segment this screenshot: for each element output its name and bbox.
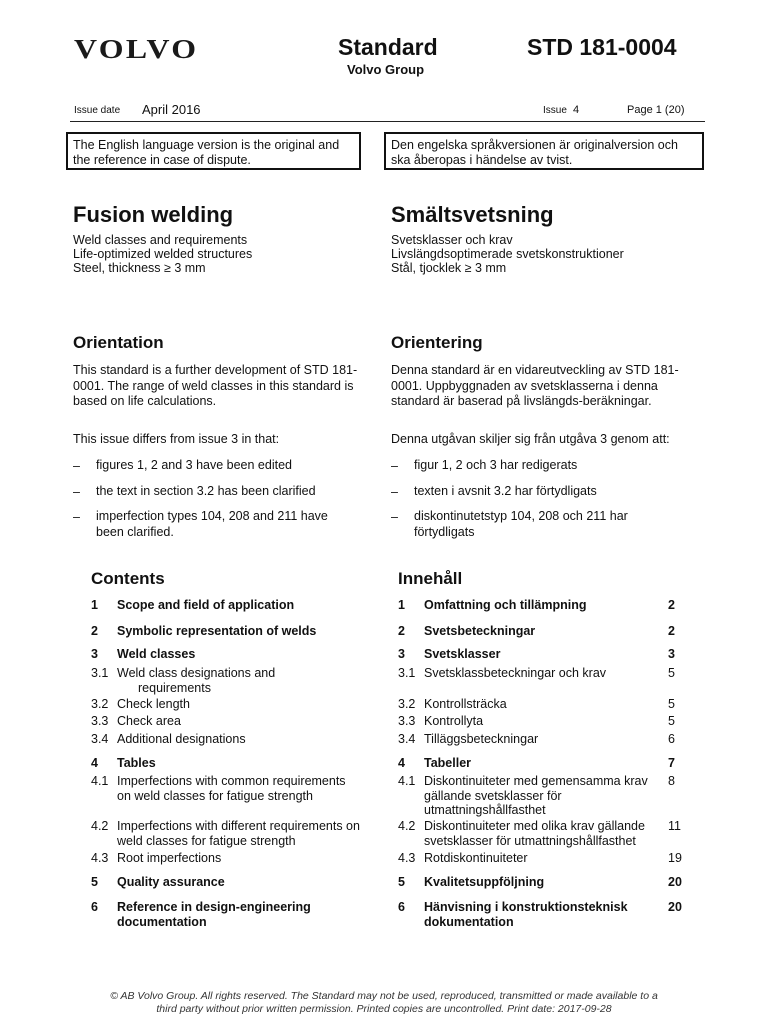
toc-en-text[interactable]: Root imperfections — [117, 851, 222, 865]
toc-en-text[interactable]: Quality assurance — [117, 875, 225, 889]
contents-heading-en: Contents — [91, 569, 165, 588]
toc-en-num: 3.1 — [91, 666, 109, 680]
toc-sv-page: 2 — [668, 598, 675, 612]
notice-text-en: The English language version is the original and the reference in case of dispute. — [73, 138, 340, 167]
toc-sv-text[interactable]: Omfattning och tillämpning — [424, 598, 587, 612]
toc-en-text[interactable]: Check length — [117, 697, 190, 711]
bullet-sv-3: diskontinutetstyp 104, 208 och 211 har förtydligats — [414, 509, 628, 539]
toc-sv-page: 2 — [668, 624, 675, 638]
toc-en-text[interactable]: Scope and field of application — [117, 598, 295, 612]
header-divider — [70, 121, 705, 122]
orientation-heading-sv: Orientering — [391, 333, 483, 352]
bullet-dash: – — [391, 510, 398, 524]
toc-sv-text[interactable]: Hänvisning i konstruktionsteknisk dokumentation — [424, 900, 628, 929]
toc-sv-text[interactable]: Svetsklassbeteckningar och krav — [424, 666, 607, 680]
issue-date-label: Issue date — [74, 105, 121, 116]
bullet-dash: – — [391, 485, 398, 499]
orientation-para2-en: This issue differs from issue 3 in that: — [73, 432, 280, 446]
toc-sv-text[interactable]: Rotdiskontinuiteter — [424, 851, 528, 865]
toc-en-num: 4.2 — [91, 819, 109, 833]
toc-sv-num: 4 — [398, 756, 405, 770]
title-sv: Smältsvetsning — [391, 202, 554, 227]
subtitle-en-3: Steel, thickness ≥ 3 mm — [73, 261, 206, 275]
toc-en-num: 5 — [91, 875, 98, 889]
bullet-dash: – — [73, 510, 80, 524]
toc-en-text[interactable]: Tables — [117, 756, 156, 770]
toc-sv-page: 5 — [668, 666, 675, 680]
issue-number: 4 — [573, 104, 580, 116]
issue-label: Issue — [543, 105, 567, 116]
issue-date-value: April 2016 — [142, 102, 201, 117]
toc-sv-text[interactable]: Diskontinuiteter med gemensamma krav gällande svetsklasser för utmattningshållfasthet — [424, 774, 648, 817]
orientation-heading-en: Orientation — [73, 333, 164, 352]
toc-en-num: 4.1 — [91, 774, 109, 788]
toc-en-text[interactable]: Imperfections with common requirements on weld classes for fatigue strength — [117, 774, 346, 803]
toc-sv-num: 3.2 — [398, 697, 416, 711]
toc-en-num: 3 — [91, 647, 98, 661]
orientation-para1-en: This standard is a further development of STD 181-0001. The range of weld classes in this standard is based on life calculations. — [73, 363, 358, 408]
toc-en-num: 3.3 — [91, 714, 109, 728]
copyright-footer: © AB Volvo Group. All rights reserved. The Standard may not be used, reproduced, transmitted or made available to a third party without prior written permission. Printed copies are uncontrolled. Print date: 2017-09-28 — [110, 990, 658, 1015]
toc-sv-text[interactable]: Svetsbeteckningar — [424, 624, 536, 638]
document-type: Standard — [338, 34, 438, 60]
toc-sv-num: 4.3 — [398, 851, 416, 865]
bullet-dash: – — [73, 459, 80, 473]
toc-en-num: 4 — [91, 756, 98, 770]
toc-sv-page: 5 — [668, 697, 675, 711]
subtitle-sv-2: Livslängdsoptimerade svetskonstruktioner — [391, 247, 624, 261]
toc-sv-page: 11 — [668, 819, 681, 833]
notice-box-sv — [384, 132, 704, 170]
toc-en-num: 3.2 — [91, 697, 109, 711]
toc-en-text[interactable]: Reference in design-engineering documentation — [117, 900, 311, 929]
toc-sv-text[interactable]: Kontrollyta — [424, 714, 484, 728]
toc-sv-num: 2 — [398, 624, 405, 638]
notice-text-sv: Den engelska språkversionen är originalversion och ska åberopas i händelse av tvist. — [391, 138, 678, 167]
toc-sv-page: 20 — [668, 875, 682, 889]
toc-en-text[interactable]: Additional designations — [117, 732, 246, 746]
toc-sv-page: 5 — [668, 714, 675, 728]
subtitle-en-2: Life-optimized welded structures — [73, 247, 253, 261]
toc-sv-page: 3 — [668, 647, 675, 661]
bullet-dash: – — [391, 459, 398, 473]
document-number: STD 181-0004 — [527, 34, 677, 60]
contents-heading-sv: Innehåll — [398, 569, 463, 588]
subtitle-sv-3: Stål, tjocklek ≥ 3 mm — [391, 261, 507, 275]
toc-sv-num: 3.1 — [398, 666, 416, 680]
toc-sv-page: 7 — [668, 756, 675, 770]
toc-en-text[interactable]: Weld classes — [117, 647, 196, 661]
toc-sv-num: 4.2 — [398, 819, 416, 833]
toc-sv-text[interactable]: Tilläggsbeteckningar — [424, 732, 539, 746]
toc-en-text[interactable]: Weld class designations and requirements — [117, 666, 276, 695]
organization-name: Volvo Group — [347, 62, 425, 77]
toc-sv-text[interactable]: Svetsklasser — [424, 647, 501, 661]
toc-en-text[interactable]: Symbolic representation of welds — [117, 624, 317, 638]
toc-sv-text[interactable]: Diskontinuiteter med olika krav gällande svetsklasser för utmattningshållfasthet — [424, 819, 645, 848]
orientation-para1-sv: Denna standard är en vidareutveckling av STD 181-0001. Uppbyggnaden av svetsklasserna i denna standard är baserad på livslängds-beräkningar. — [391, 363, 679, 408]
bullet-sv-1: figur 1, 2 och 3 har redigerats — [414, 458, 578, 472]
bullet-sv-2: texten i avsnit 3.2 har förtydligats — [414, 484, 597, 498]
toc-en-num: 4.3 — [91, 851, 109, 865]
toc-en-num: 2 — [91, 624, 98, 638]
toc-sv-num: 1 — [398, 598, 405, 612]
toc-en-text[interactable]: Imperfections with different requirements on weld classes for fatigue strength — [117, 819, 360, 848]
toc-sv-page: 8 — [668, 774, 675, 788]
toc-sv-num: 5 — [398, 875, 405, 889]
toc-sv-text[interactable]: Kontrollsträcka — [424, 697, 507, 711]
toc-en-num: 6 — [91, 900, 98, 914]
toc-sv-text[interactable]: Kvalitetsuppföljning — [424, 875, 545, 889]
toc-en-num: 1 — [91, 598, 98, 612]
toc-sv-num: 4.1 — [398, 774, 416, 788]
volvo-logo: VOLVO — [74, 34, 199, 64]
toc-sv-page: 6 — [668, 732, 675, 746]
bullet-en-3: imperfection types 104, 208 and 211 have been clarified. — [96, 509, 328, 539]
toc-sv-num: 3.3 — [398, 714, 416, 728]
toc-sv-page: 19 — [668, 851, 682, 865]
title-en: Fusion welding — [73, 202, 234, 227]
bullet-dash: – — [73, 485, 80, 499]
subtitle-sv-1: Svetsklasser och krav — [391, 233, 513, 247]
toc-sv-text[interactable]: Tabeller — [424, 756, 472, 770]
bullet-en-1: figures 1, 2 and 3 have been edited — [96, 458, 292, 472]
toc-en-num: 3.4 — [91, 732, 109, 746]
toc-en-text[interactable]: Check area — [117, 714, 181, 728]
toc-sv-num: 3 — [398, 647, 405, 661]
page-indicator: Page 1 (20) — [627, 104, 685, 116]
toc-sv-num: 3.4 — [398, 732, 416, 746]
orientation-para2-sv: Denna utgåvan skiljer sig från utgåva 3 genom att: — [391, 432, 670, 446]
bullet-en-2: the text in section 3.2 has been clarified — [96, 484, 316, 498]
notice-box-en — [66, 132, 361, 170]
toc-sv-page: 20 — [668, 900, 682, 914]
subtitle-en-1: Weld classes and requirements — [73, 233, 248, 247]
toc-sv-num: 6 — [398, 900, 405, 914]
